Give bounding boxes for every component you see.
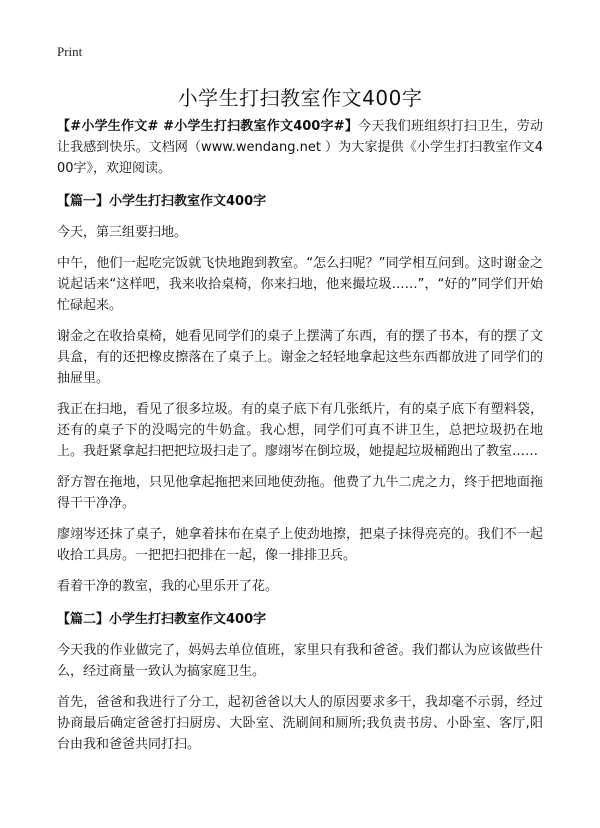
paragraph: 看着干净的教室，我的心里乐开了花。 bbox=[57, 579, 279, 594]
paragraph: 首先，爸爸和我进行了分工，起初爸爸以大人的原因要求多干，我却毫不示弱，经过协商最后确定爸爸打扫厨房、大卧室、洗刷间和厕所;我负责书房、小卧室、客厅,阳台由我和爸爸共同打扫。 bbox=[57, 695, 543, 752]
paragraph: 今天，第三组要扫地。 bbox=[57, 225, 188, 240]
intro-tags: 【#小学生作文# #小学生打扫教室作文400字#】 bbox=[57, 119, 359, 134]
paragraph: 今天我的作业做完了，妈妈去单位值班，家里只有我和爸爸。我们都认为应该做些什么，经过商量一致认为搞家庭卫生。 bbox=[57, 643, 543, 679]
section-heading: 【篇一】小学生打扫教室作文400字 bbox=[57, 194, 267, 209]
section-heading: 【篇二】小学生打扫教室作文400字 bbox=[57, 612, 267, 627]
paragraph: 谢金之在收拾桌椅，她看见同学们的桌子上摆满了东西，有的摆了书本，有的摆了文具盒，有的还把橡皮擦落在了桌子上。谢金之轻轻地拿起这些东西都放进了同学们的抽屉里。 bbox=[57, 329, 543, 386]
paragraph: 廖翊岑还抹了桌子，她拿着抹布在桌子上使劲地擦，把桌子抹得亮亮的。我们不一起收拾工具房。一把把扫把排在一起，像一排排卫兵。 bbox=[57, 527, 543, 563]
document-body bbox=[57, 116, 543, 755]
paragraph: 舒方智在拖地，只见他拿起拖把来回地使劲拖。他费了九牛二虎之力，终于把地面拖得干干净净。 bbox=[57, 475, 543, 511]
paragraph: 我正在扫地，看见了很多垃圾。有的桌子底下有几张纸片，有的桌子底下有塑料袋，还有的桌子下的没喝完的牛奶盒。我心想，同学们可真不讲卫生，总把垃圾扔在地上。我赶紧拿起扫把把垃圾扫走了。廖翊岑在倒垃圾，她提起垃圾桶跑出了教室…… bbox=[57, 402, 543, 459]
paragraph: 中午，他们一起吃完饭就飞快地跑到教室。“怎么扫呢？”同学相互问到。这时谢金之说起话来“这样吧，我来收拾桌椅，你来扫地，他来撮垃圾……”，“好的”同学们开始忙碌起来。 bbox=[57, 256, 543, 313]
document-title: 小学生打扫教室作文400字 bbox=[177, 86, 423, 110]
intro-paragraph bbox=[57, 116, 543, 179]
print-label: Print bbox=[57, 44, 83, 59]
intro-text: 今天我们班组织打扫卫生，劳动让我感到快乐。文档网（www.wendang.net ）为大家提供《小学生打扫教室作文400字》，欢迎阅读。 bbox=[57, 119, 543, 176]
